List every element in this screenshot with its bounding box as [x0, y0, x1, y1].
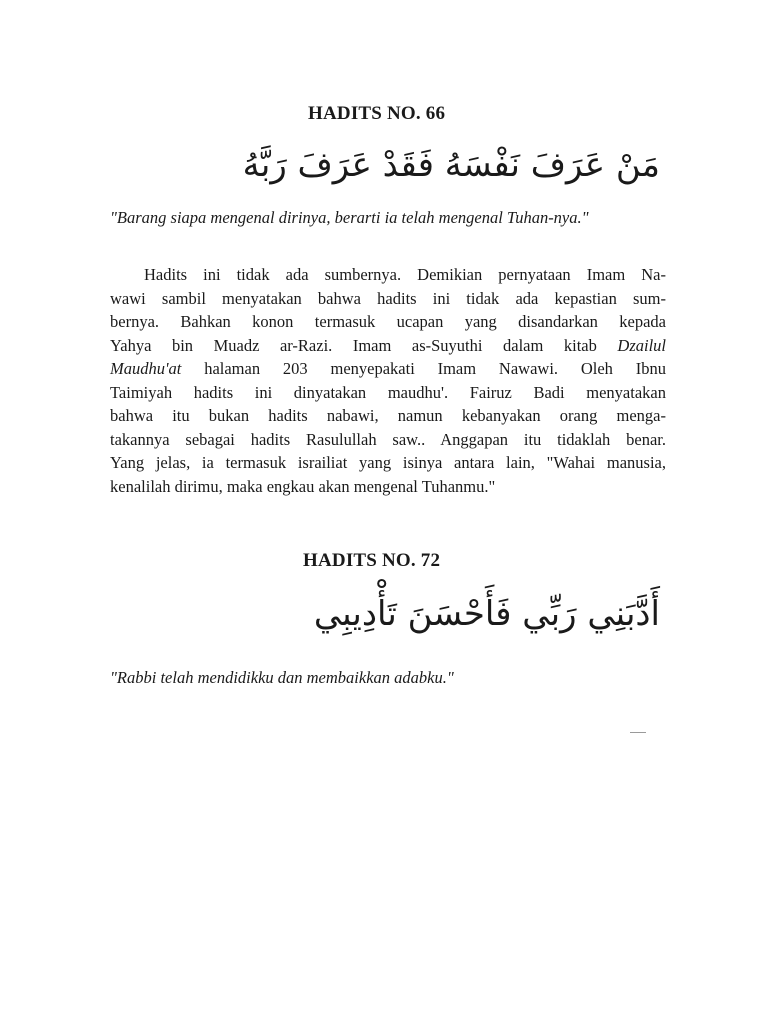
hadith-72-heading: HADITS NO. 72: [303, 550, 441, 571]
book-title-part1: Dzailul: [617, 335, 666, 355]
commentary-line: bernya. Bahkan konon termasuk ucapan yang disandarkan kepada: [110, 312, 666, 331]
commentary-text: halaman 203 menyepakati Imam Nawawi. Oleh Ibnu: [204, 359, 666, 378]
commentary-line: kenalilah dirimu, maka engkau akan mengenal Tuhanmu.": [110, 476, 496, 496]
commentary-line: Taimiyah hadits ini dinyatakan maudhu'. Fairuz Badi menyatakan: [110, 382, 666, 402]
hadith-66-commentary: [110, 263, 666, 498]
commentary-line: bahwa itu bukan hadits nabawi, namun kebanyakan orang menga-: [110, 406, 666, 425]
hadith-72-translation: "Rabbi telah mendidikku dan membaikkan adabku.": [110, 668, 454, 687]
hadith-66-arabic-text: مَنْ عَرَفَ نَفْسَهُ فَقَدْ عَرَفَ رَبَّهُ: [242, 145, 660, 185]
commentary-line: takannya sebagai hadits Rasulullah saw.. Anggapan itu tidaklah benar.: [110, 429, 666, 449]
hadith-66-heading: HADITS NO. 66: [308, 103, 446, 124]
commentary-line: [110, 357, 666, 381]
commentary-text: Yahya bin Muadz ar-Razi. Imam as-Suyuthi dalam kitab: [110, 335, 597, 355]
commentary-line: Hadits ini tidak ada sumbernya. Demikian pernyataan Imam Na-: [144, 265, 666, 284]
commentary-line: Yang jelas, ia termasuk israiliat yang isinya antara lain, "Wahai manusia,: [110, 453, 666, 472]
scan-artifact: [630, 732, 646, 733]
commentary-line: wawi sambil menyatakan bahwa hadits ini tidak ada kepastian sum-: [110, 288, 666, 308]
book-title-part2: Maudhu'at: [110, 359, 182, 378]
commentary-line: [110, 334, 666, 358]
hadith-66-translation: "Barang siapa mengenal dirinya, berarti ia telah mengenal Tuhan-nya.": [110, 208, 589, 227]
hadith-72-arabic-text: أَدَّبَنِي رَبِّي فَأَحْسَنَ تَأْدِيبِي: [313, 594, 660, 634]
